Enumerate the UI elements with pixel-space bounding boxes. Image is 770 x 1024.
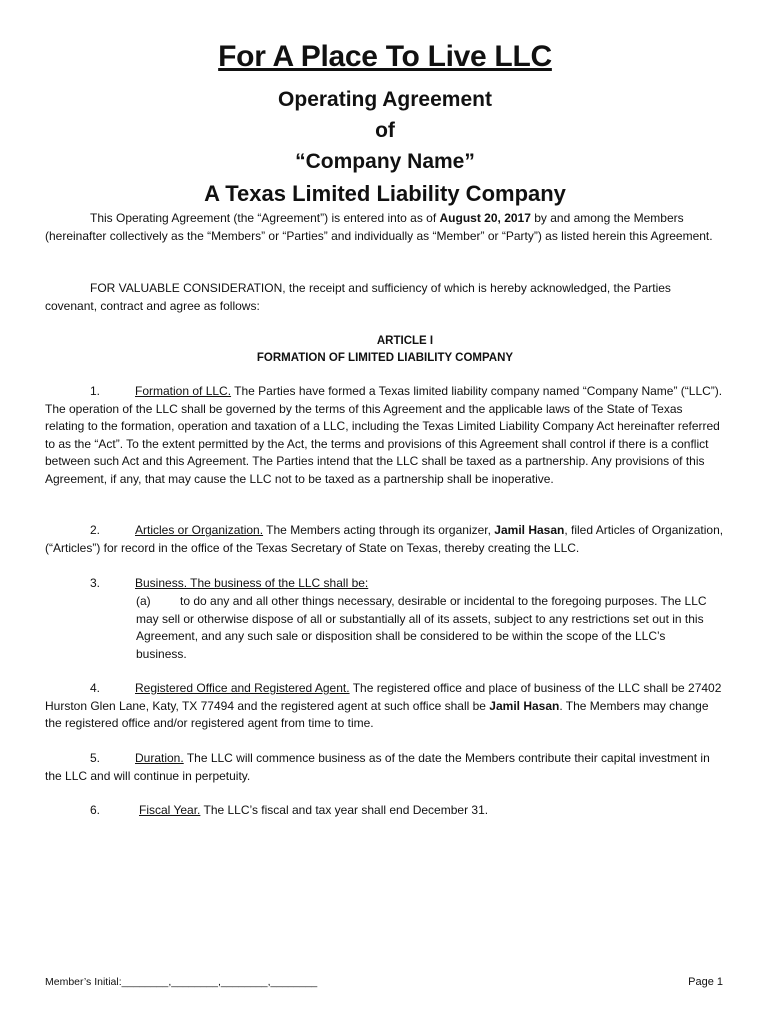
section-5-heading: Duration. (135, 751, 184, 765)
section-6-heading: Fiscal Year. (139, 803, 201, 817)
section-2-heading: Articles or Organization. (135, 523, 264, 537)
heading-texas-llc: A Texas Limited Liability Company (204, 181, 566, 206)
section-3: 3. Business. The business of the LLC shall be: (90, 576, 369, 590)
section-4-heading: Registered Office and Registered Agent. (135, 681, 350, 695)
heading-operating-agreement: Operating Agreement (278, 88, 492, 111)
member-initials-line: Member’s Initial:________,________,________,________ (45, 976, 318, 988)
organizer-name: Jamil Hasan (494, 523, 565, 537)
section-2: 2. Articles or Organization. The Members acting through its organizer, Jamil Hasan, filed Articles of Organization, (“Articles”) for record in the office of the Texas Secretary of State on Texas, thereby creating the LLC. (45, 523, 724, 555)
section-3-heading: Business. The business of the LLC shall be: (135, 576, 369, 590)
article-title: FORMATION OF LIMITED LIABILITY COMPANY (256, 352, 514, 364)
heading-company-name: “Company Name” (295, 150, 475, 173)
page-number: Page 1 (688, 976, 723, 988)
document-title: For A Place To Live LLC (218, 40, 552, 73)
intro-paragraph: This Operating Agreement (the “Agreement”) is entered into as of August 20, 2017 by and among the Members (hereinafter collectively as the “Members” or “Parties” and individually as “Member” or “Party”) as listed herein this Agreement. (45, 211, 713, 243)
heading-of: of (375, 119, 395, 142)
section-5: 5. Duration. The LLC will commence business as of the date the Members contribute their capital investment in the LLC and will continue in perpetuity. (45, 751, 710, 783)
registered-agent-name: Jamil Hasan (489, 698, 560, 713)
section-1: 1. Formation of LLC. The Parties have formed a Texas limited liability company named “Company Name” (“LLC”). The operation of the LLC shall be governed by the terms of this Agreement and the applicable laws of the State of Texas relating to the formation, operation and taxation of a LLC, including the Texas Limited Liability Company Act hereinafter referred to as the “Act”. To the extent permitted by the Act, the terms and provisions of this Agreement shall control if there is a conflict between such Act and this Agreement. The Parties intend that the LLC shall be taxed as a partnership. Any provisions of this Agreement, if any, that may cause the LLC not to be taxed as a partnership shall be inoperative. (45, 384, 723, 486)
section-1-heading: Formation of LLC. (135, 384, 232, 398)
consideration-paragraph: FOR VALUABLE CONSIDERATION, the receipt and sufficiency of which is hereby acknowledged, the Parties covenant, contract and agree as follows: (45, 281, 671, 313)
article-heading (0, 333, 770, 367)
section-3-sub-a: (a) to do any and all other things necessary, desirable or incidental to the foregoing purposes. The LLC may sell or otherwise dispose of all or substantially all of its assets, subject to any restrictions set out in this Agreement, and any such sale or disposition shall be considered to be within the scope of the LLC’s business. (136, 594, 707, 661)
section-4: 4. Registered Office and Registered Agent. The registered office and place of business of the LLC shall be 27402 Hurston Glen Lane, Katy, TX 77494 and the registered agent at such office shall be Jamil Hasan. The Members may change the registered office and/or registered agent from time to time. (45, 681, 722, 730)
agreement-date: August 20, 2017 (439, 211, 531, 225)
section-6: 6. Fiscal Year. The LLC’s fiscal and tax year shall end December 31. (90, 803, 489, 817)
article-number: ARTICLE I (376, 335, 434, 347)
